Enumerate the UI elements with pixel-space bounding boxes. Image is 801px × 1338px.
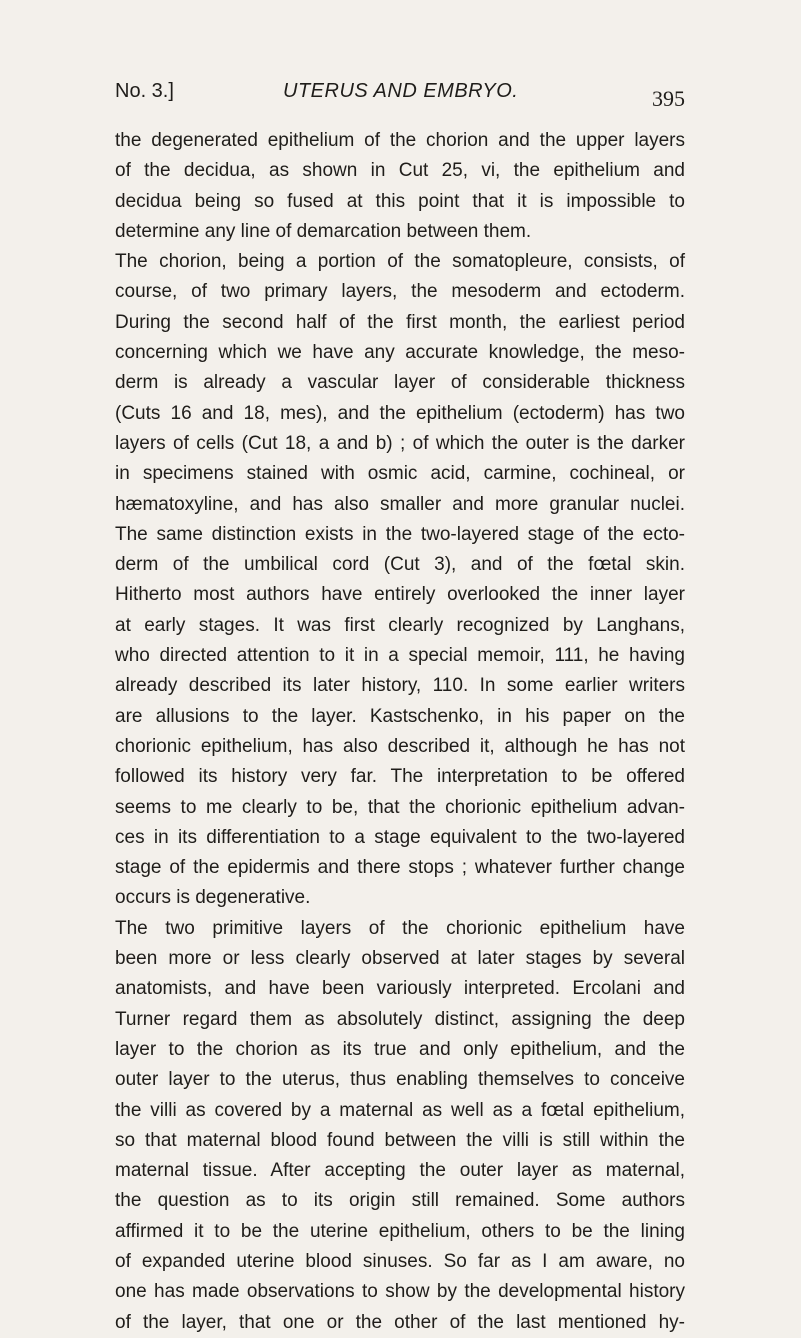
text-line: The same distinction exists in the two-layered stage of the ecto- — [115, 523, 685, 545]
text-line: chorionic epithelium, has also described it, although he has not — [115, 735, 685, 757]
body-text — [115, 126, 685, 1338]
text-line: affirmed it to be the uterine epithelium, others to be the lining — [115, 1220, 685, 1242]
text-line: (Cuts 16 and 18, mes), and the epithelium (ectoderm) has two — [115, 402, 685, 424]
text-line: stage of the epidermis and there stops ; whatever further change — [115, 857, 685, 879]
text-line: concerning which we have any accurate knowledge, the meso- — [115, 342, 685, 364]
text-line: are allusions to the layer. Kastschenko, in his paper on the — [115, 705, 685, 727]
text-line: Hitherto most authors have entirely overlooked the inner layer — [115, 584, 685, 606]
text-line: course, of two primary layers, the mesoderm and ectoderm. — [115, 281, 685, 303]
text-line: The chorion, being a portion of the somatopleure, consists, of — [115, 251, 685, 273]
text-line: been more or less clearly observed at later stages by several — [115, 948, 685, 970]
text-line: the degenerated epithelium of the chorion and the upper layers — [115, 130, 685, 151]
text-line: During the second half of the first month, the earliest period — [115, 311, 685, 333]
text-line: already described its later history, 110. In some earlier writers — [115, 675, 685, 697]
section-label: No. 3.] — [115, 80, 174, 102]
text-line: so that maternal blood found between the villi is still within the — [115, 1129, 685, 1151]
text-line: derm is already a vascular layer of considerable thickness — [115, 372, 685, 394]
text-line: in specimens stained with osmic acid, carmine, cochineal, or — [115, 463, 685, 485]
text-line: of the decidua, as shown in Cut 25, vi, the epithelium and — [115, 160, 685, 182]
text-line: ces in its differentiation to a stage equivalent to the two-layered — [115, 826, 685, 848]
text-line: of expanded uterine blood sinuses. So far as I am aware, no — [115, 1250, 685, 1272]
text-line: anatomists, and have been variously interpreted. Ercolani and — [115, 978, 685, 1000]
text-line: of the layer, that one or the other of the last mentioned hy- — [115, 1311, 685, 1333]
text-line: the villi as covered by a maternal as well as a fœtal epithelium, — [115, 1099, 685, 1121]
text-line: Turner regard them as absolutely distinct, assigning the deep — [115, 1008, 685, 1030]
text-line: one has made observations to show by the developmental history — [115, 1281, 685, 1303]
page-number: 395 — [652, 86, 685, 111]
text-line: outer layer to the uterus, thus enabling themselves to conceive — [115, 1069, 685, 1091]
running-title: UTERUS AND EMBRYO. — [283, 80, 519, 102]
text-line: layer to the chorion as its true and only epithelium, and the — [115, 1038, 685, 1060]
text-line: who directed attention to it in a special memoir, 111, he having — [115, 645, 685, 667]
text-line: at early stages. It was first clearly recognized by Langhans, — [115, 614, 685, 636]
text-line: decidua being so fused at this point that it is impossible to — [115, 190, 685, 212]
text-line: the question as to its origin still remained. Some authors — [115, 1190, 685, 1212]
running-header — [115, 80, 685, 110]
text-line: seems to me clearly to be, that the chorionic epithelium advan- — [115, 796, 685, 818]
text-line: derm of the umbilical cord (Cut 3), and of the fœtal skin. — [115, 554, 685, 576]
text-line: layers of cells (Cut 18, a and b) ; of which the outer is the darker — [115, 432, 685, 454]
text-line: determine any line of demarcation between them. — [115, 220, 532, 242]
text-line: The two primitive layers of the chorionic epithelium have — [115, 917, 685, 939]
text-line: hæmatoxyline, and has also smaller and more granular nuclei. — [115, 493, 685, 515]
text-line: followed its history very far. The interpretation to be offered — [115, 766, 685, 788]
text-line: maternal tissue. After accepting the outer layer as maternal, — [115, 1160, 685, 1182]
text-line: occurs is degenerative. — [115, 887, 311, 909]
